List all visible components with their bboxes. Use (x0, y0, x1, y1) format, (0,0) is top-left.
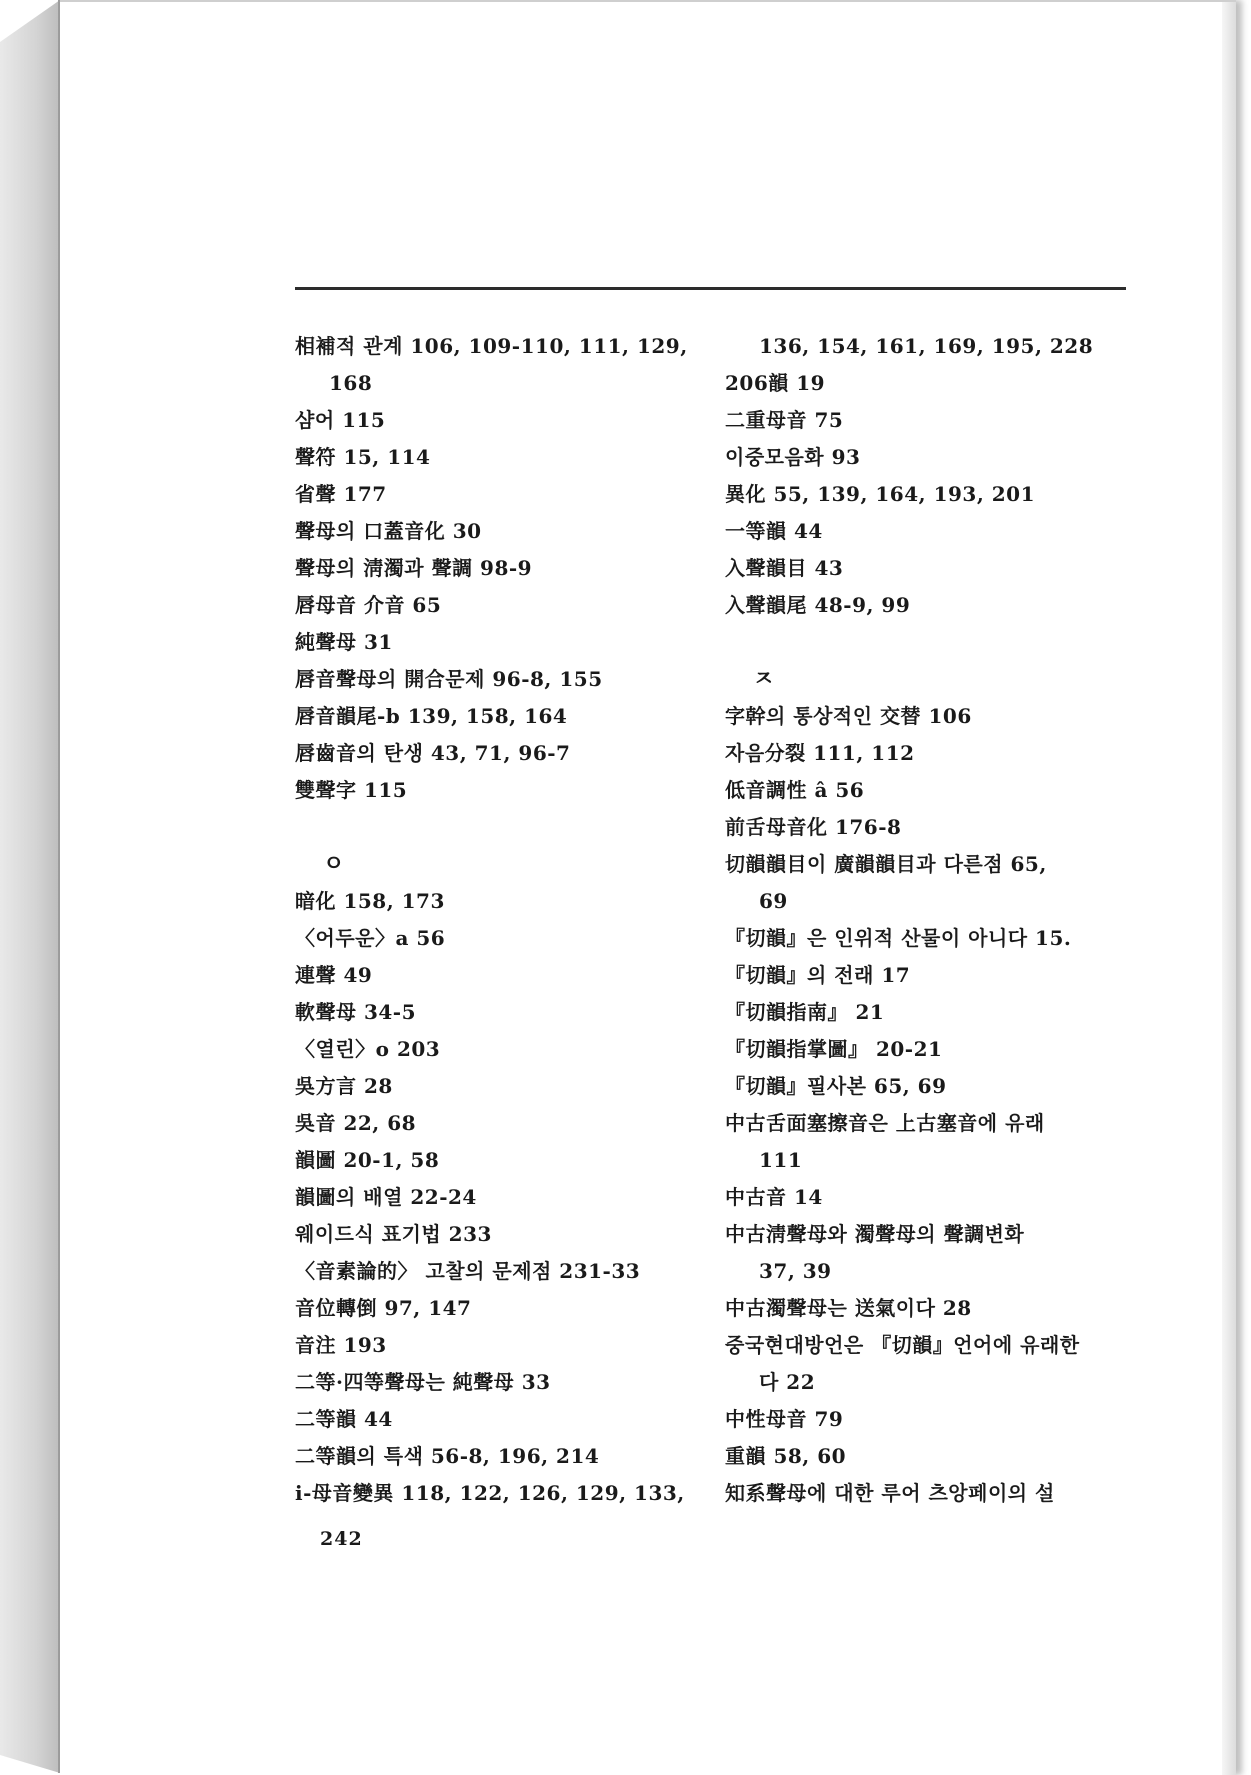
index-entry: 이중모음화 93 (725, 445, 861, 469)
index-entry: 中古舌面塞擦音은 上古塞音에 유래 (725, 1111, 1045, 1135)
index-entry: 唇齒音의 탄생 43, 71, 96-7 (295, 741, 571, 765)
left-index-column (295, 328, 715, 1512)
right-entries-b (725, 698, 1135, 1512)
index-entry: 『切韻』필사본 65, 69 (725, 1074, 947, 1098)
index-entry: 중국현대방언은 『切韻』언어에 유래한 (725, 1333, 1080, 1357)
index-entry: 〈열린〉o 203 (295, 1037, 441, 1061)
index-entry: 唇音聲母의 開合문제 96-8, 155 (295, 667, 603, 691)
index-entry: 『切韻』은 인위적 산물이 아니다 15. (725, 926, 1072, 950)
index-entry: 中古濁聲母는 送氣이다 28 (725, 1296, 972, 1320)
index-entry: 字幹의 통상적인 交替 106 (725, 704, 972, 728)
index-entry: 入聲韻目 43 (725, 556, 844, 580)
index-entry-continuation: 136, 154, 161, 169, 195, 228 (759, 334, 1094, 358)
index-entry: 샴어 115 (295, 408, 386, 432)
index-entry: 『切韻指南』 21 (725, 1000, 885, 1024)
section-gap (725, 624, 1135, 661)
index-entry: 二等韻 44 (295, 1407, 393, 1431)
page-edge (1222, 2, 1236, 1775)
index-entry: 웨이드식 표기법 233 (295, 1222, 492, 1246)
index-entry: 『切韻』의 전래 17 (725, 963, 911, 987)
index-entry: 唇音韻尾-b 139, 158, 164 (295, 704, 568, 728)
index-entry-continuation: 37, 39 (759, 1259, 832, 1283)
index-entry: 『切韻指掌圖』 20-21 (725, 1037, 943, 1061)
index-entry-continuation: 다 22 (759, 1370, 816, 1394)
index-entry: 低音調性 â 56 (725, 778, 865, 802)
index-entry: 雙聲字 115 (295, 778, 408, 802)
index-entry: 入聲韻尾 48-9, 99 (725, 593, 911, 617)
index-entry: 二等·四等聲母는 純聲母 33 (295, 1370, 551, 1394)
index-entry: 軟聲母 34-5 (295, 1000, 417, 1024)
index-entry: 省聲 177 (295, 482, 387, 506)
section-heading-j: ㅈ (753, 667, 775, 692)
index-entry: i-母音變異 118, 122, 126, 129, 133, (295, 1481, 685, 1505)
right-index-column (725, 328, 1135, 1512)
index-entry: 前舌母音化 176-8 (725, 815, 902, 839)
index-entry: 切韻韻目이 廣韻韻目과 다른점 65, (725, 852, 1047, 876)
index-entry: 純聲母 31 (295, 630, 393, 654)
header-rule (295, 287, 1126, 290)
index-entry: 中古淸聲母와 濁聲母의 聲調변화 (725, 1222, 1025, 1246)
index-entry-continuation: 69 (759, 889, 788, 913)
left-entries-b (295, 883, 715, 1512)
index-entry: 中古音 14 (725, 1185, 823, 1209)
index-entry: 唇母音 介音 65 (295, 593, 442, 617)
book-stack-edge (0, 0, 60, 1773)
index-entry: 吳方言 28 (295, 1074, 393, 1098)
index-entry: 206韻 19 (725, 371, 826, 395)
section-gap (295, 809, 715, 846)
index-entry: 一等韻 44 (725, 519, 823, 543)
index-entry: 吳音 22, 68 (295, 1111, 417, 1135)
index-entry: 相補적 관계 106, 109-110, 111, 129, (295, 334, 688, 358)
index-entry: 連聲 49 (295, 963, 373, 987)
index-entry-continuation: 111 (759, 1148, 803, 1172)
index-entry: 重韻 58, 60 (725, 1444, 847, 1468)
index-entry: 音位轉倒 97, 147 (295, 1296, 472, 1320)
right-entries-a (725, 328, 1135, 624)
index-entry: 韻圖 20-1, 58 (295, 1148, 440, 1172)
section-heading-o: ㅇ (323, 852, 345, 877)
index-entry: 二重母音 75 (725, 408, 844, 432)
index-entry: 자음分裂 111, 112 (725, 741, 915, 765)
index-entry: 〈音素論的〉 고찰의 문제점 231-33 (295, 1259, 641, 1283)
index-entry: 中性母音 79 (725, 1407, 844, 1431)
index-entry: 韻圖의 배열 22-24 (295, 1185, 477, 1209)
index-entry: 聲母의 淸濁과 聲調 98-9 (295, 556, 533, 580)
page-number: 242 (320, 1528, 363, 1550)
index-entry: 二等韻의 특색 56-8, 196, 214 (295, 1444, 600, 1468)
index-entry-continuation: 168 (329, 371, 373, 395)
index-entry: 知系聲母에 대한 루어 츠앙페이의 설 (725, 1481, 1055, 1505)
index-entry: 暗化 158, 173 (295, 889, 445, 913)
index-entry: 聲符 15, 114 (295, 445, 431, 469)
index-entry: 聲母의 口蓋音化 30 (295, 519, 482, 543)
left-entries-a (295, 328, 715, 809)
index-entry: 異化 55, 139, 164, 193, 201 (725, 482, 1035, 506)
index-entry: 〈어두운〉a 56 (295, 926, 446, 950)
index-entry: 音注 193 (295, 1333, 387, 1357)
